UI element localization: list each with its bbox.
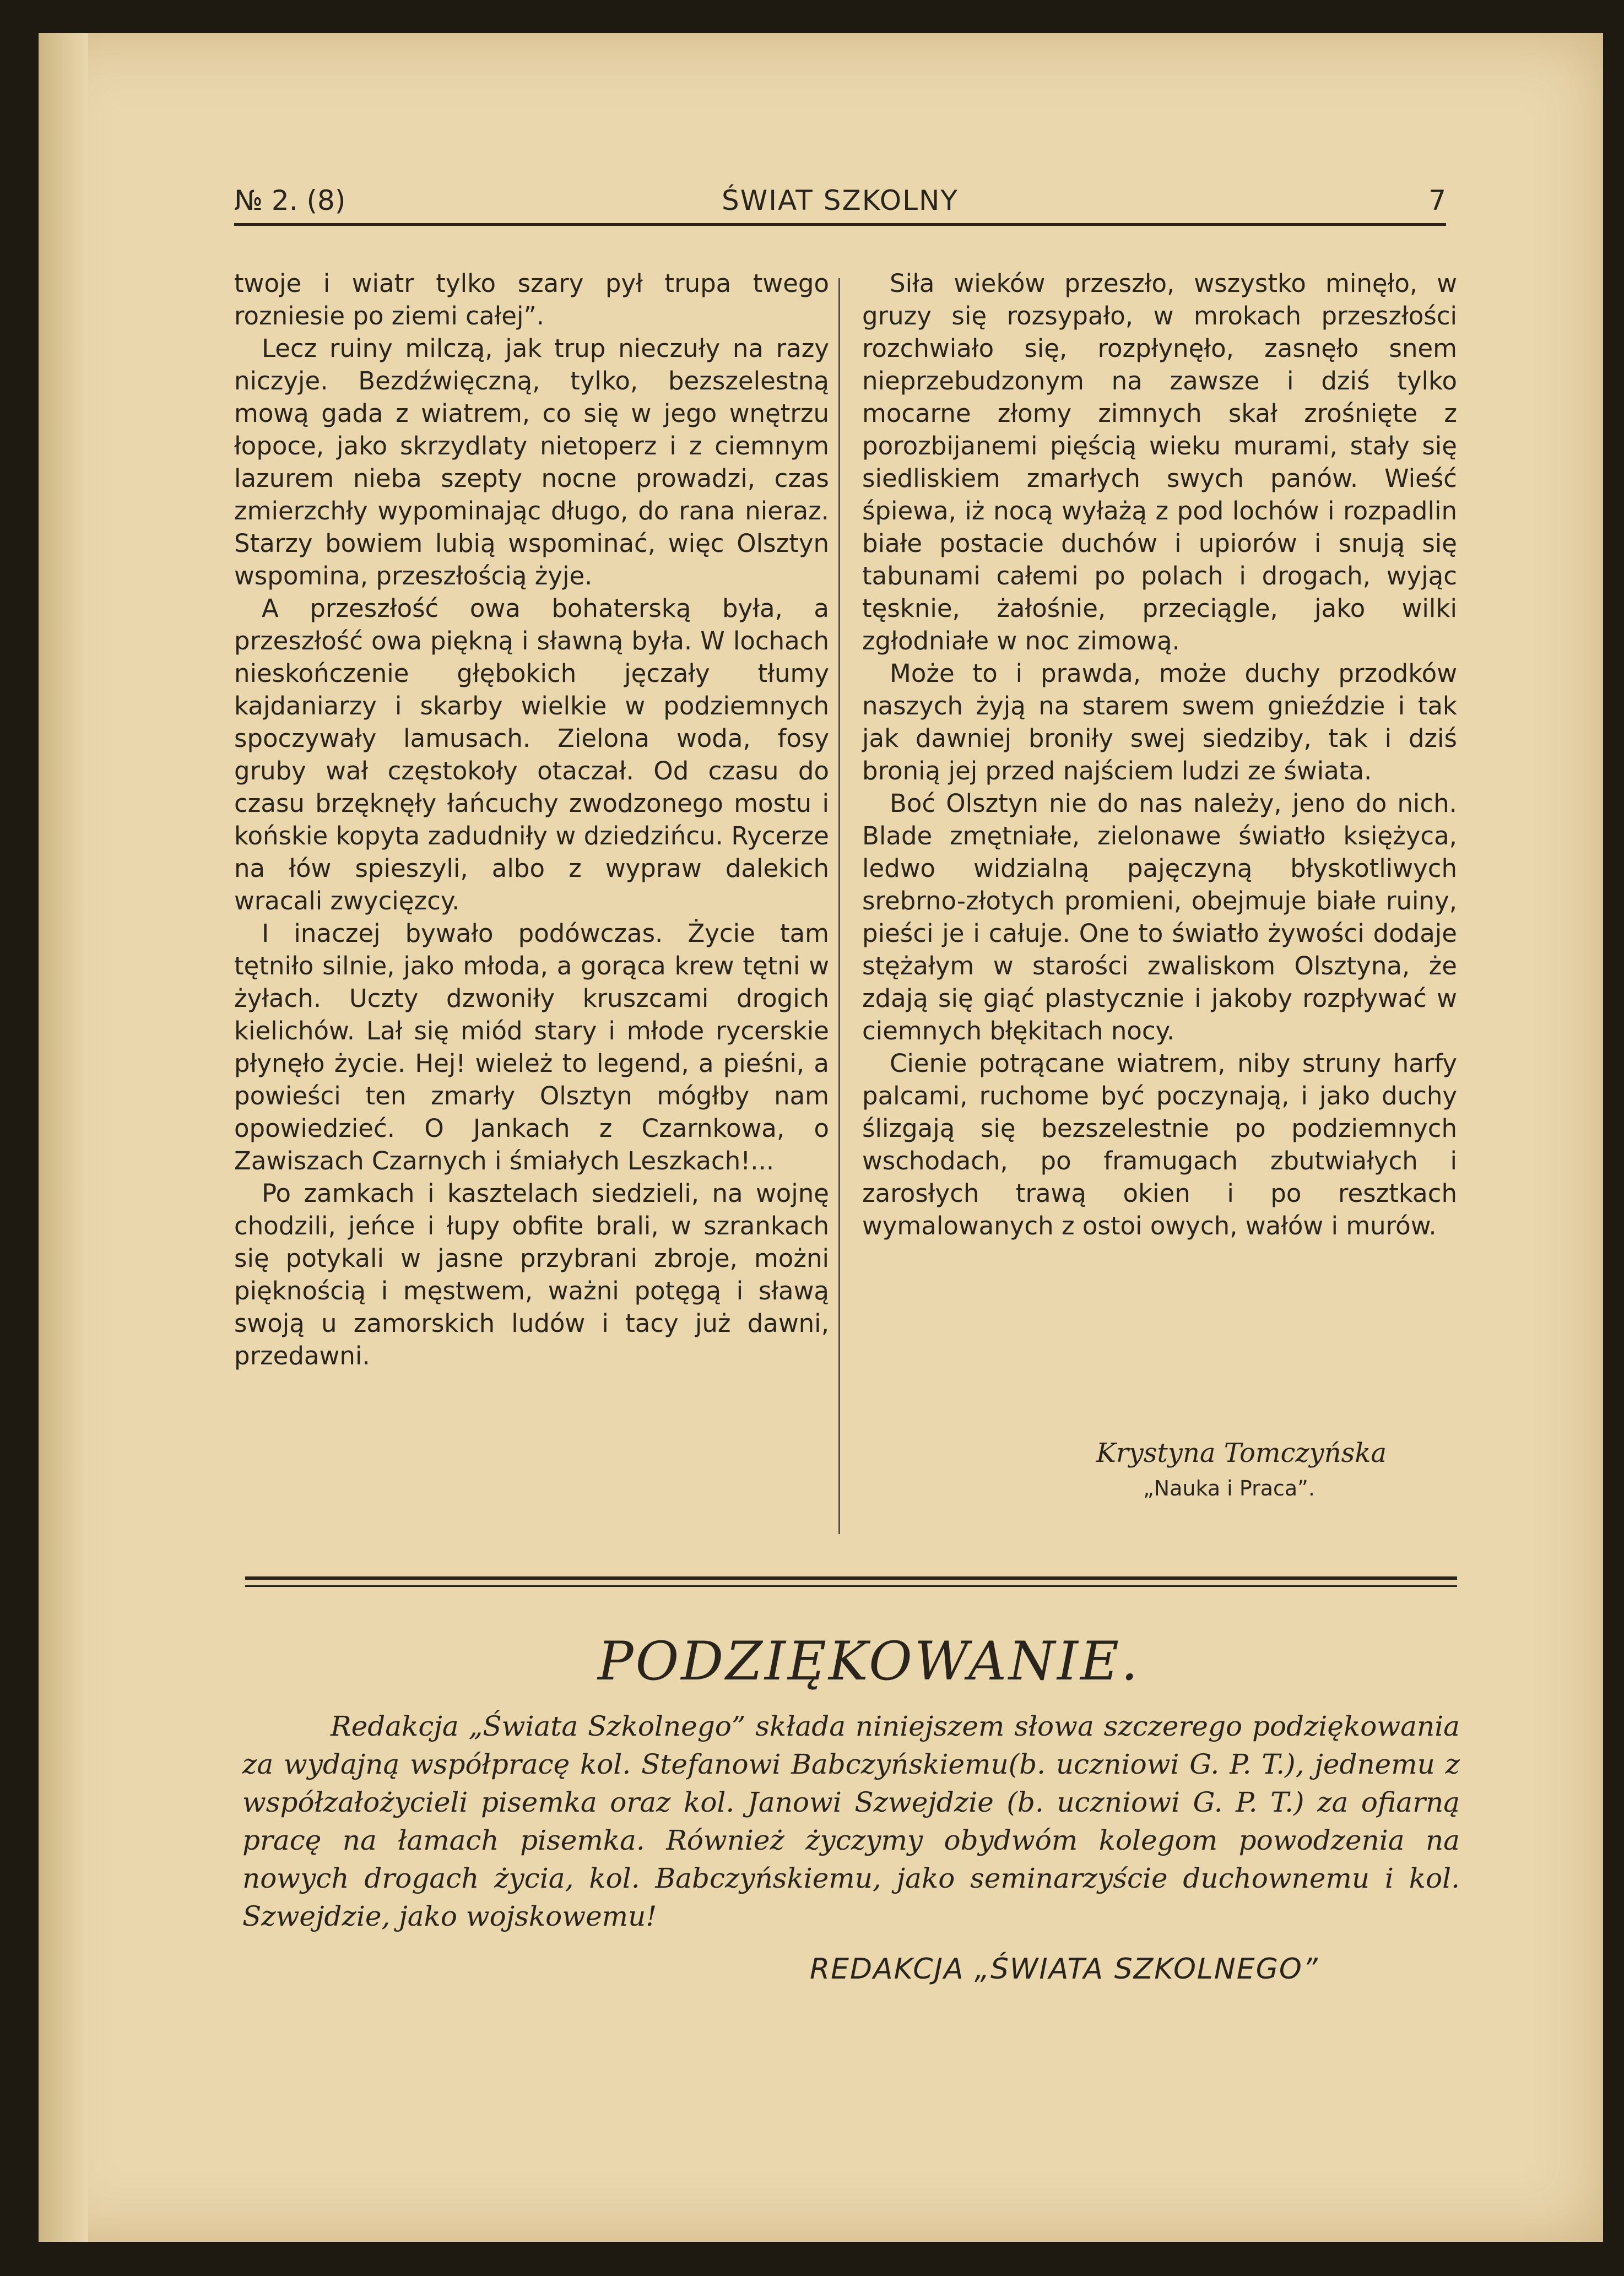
section-divider xyxy=(245,1576,1457,1580)
section-divider-thin xyxy=(245,1585,1457,1587)
header-title: ŚWIAT SZKOLNY xyxy=(722,185,959,216)
running-header xyxy=(234,185,1446,226)
thanks-title: PODZIĘKOWANIE. xyxy=(598,1630,1140,1692)
page-gutter xyxy=(39,33,88,2242)
column-separator xyxy=(838,278,840,1534)
header-issue: № 2. (8) xyxy=(234,185,346,216)
article-paragraph: A przeszłość owa bohaterską była, a przeszłość owa piękną i sławną była. W lochach nieskończenie głębokich jęczały tłumy kajdaniarzy i skarby wielkie w podziemnych spoczywały lamusach. Zielona woda, fosy gruby wał częstokoły otaczał. Od czasu do czasu brzęknęły łańcuchy zwodzonego mostu i końskie kopyta zadudniły w dziedzińcu. Rycerze na łów spieszyli, albo z wypraw dalekich wracali zwycięzcy. xyxy=(234,594,829,915)
article-paragraph: Siła wieków przeszło, wszystko minęło, w gruzy się rozsypało, w mrokach przeszłości rozchwiało się, rozpłynęło, zasnęło snem nieprzebudzonym na zawsze i dziś tylko mocarne złomy zimnych skał zrośnięte z porozbijanemi pięścią wieku murami, stały się siedliskiem zmarłych swych panów. Wieść śpiewa, iż nocą wyłażą z pod lochów i rozpadlin białe postacie duchów i upiorów i snują się tabunami całemi po polach i drogach, wyjąc tęsknie, żałośnie, przeciągle, jako wilki zgłodniałe w noc zimową. xyxy=(862,269,1457,655)
header-rule xyxy=(234,223,1446,226)
article-paragraph: Lecz ruiny milczą, jak trup nieczuły na razy niczyje. Bezdźwięczną, tylko, bezszelestną mową gada z wiatrem, co się w jego wnętrzu łopoce, jako skrzydlaty nietoperz i z ciemnym lazurem nieba szepty nocne prowadzi, czas zmierzchły wypominając długo, do rana nieraz. Starzy bowiem lubią wspominać, więc Olsztyn wspomina, przeszłością żyje. xyxy=(234,334,829,590)
header-page-number: 7 xyxy=(1428,185,1446,216)
article-source: „Nauka i Praca”. xyxy=(1143,1476,1315,1500)
thanks-signoff: REDAKCJA „ŚWIATA SZKOLNEGO” xyxy=(810,1953,1319,1986)
article-column-left xyxy=(234,267,829,1545)
thanks-body: Redakcja „Świata Szkolnego” składa niniejszem słowa szczerego podziękowania za wydajną współpracę kol. Stefanowi Babczyńskiemu(b. uczniowi G. P. T.), jednemu z współzałożycieli pisemka oraz kol. Janowi Szwejdzie (b. uczniowi G. P. T.) za ofiarną pracę na łamach pisemka. Również życzymy obydwóm kolegom powodzenia na nowych drogach życia, kol. Babczyńskiemu, jako seminarzyście duchownemu i kol. Szwejdzie, jako wojskowemu! xyxy=(242,1710,1460,1932)
article-paragraph: Może to i prawda, może duchy przodków naszych żyją na starem swem gnieździe i tak jak dawniej broniły swej siedziby, tak i dziś bronią jej przed najściem ludzi ze świata. xyxy=(862,659,1457,785)
article-paragraph: twoje i wiatr tylko szary pył trupa twego rozniesie po ziemi całej”. xyxy=(234,269,829,330)
article-paragraph: I inaczej bywało podówczas. Życie tam tętniło silnie, jako młoda, a gorąca krew tętni w żyłach. Uczty dzwoniły kruszcami drogich kielichów. Lał się miód stary i młode rycerskie płynęło życie. Hej! wieleż to legend, a pieśni, a powieści ten zmarły Olsztyn mógłby nam opowiedzieć. O Jankach z Czarnkowa, o Zawiszach Czarnych i śmiałych Leszkach!... xyxy=(234,919,829,1175)
article-paragraph: Po zamkach i kasztelach siedzieli, na wojnę chodzili, jeńce i łupy obfite brali, w szrankach się potykali w jasne przybrani zbroje, możni pięknością i męstwem, ważni potęgą i sławą swoją u zamorskich ludów i tacy już dawni, przedawni. xyxy=(234,1179,829,1370)
article-paragraph: Cienie potrącane wiatrem, niby struny harfy palcami, ruchome być poczynają, i jako duchy ślizgają się bezszelestnie po podziemnych wschodach, po framugach zbutwiałych i zarosłych trawą okien i po resztkach wymalowanych z ostoi owych, wałów i murów. xyxy=(862,1049,1457,1240)
article-author: Krystyna Tomczyńska xyxy=(1096,1438,1387,1468)
article-column-right xyxy=(862,267,1457,1468)
article-paragraph: Boć Olsztyn nie do nas należy, jeno do nich. Blade zmętniałe, zielonawe światło księżyca, ledwo widzialną pajęczyną błyskotliwych srebrno-złotych promieni, obejmuje białe ruiny, pieści je i całuje. One to światło żywości dodaje stężałym w starości zwaliskom Olsztyna, że zdają się giąć plastycznie i jakoby rozpływać w ciemnych błękitach nocy. xyxy=(862,789,1457,1045)
